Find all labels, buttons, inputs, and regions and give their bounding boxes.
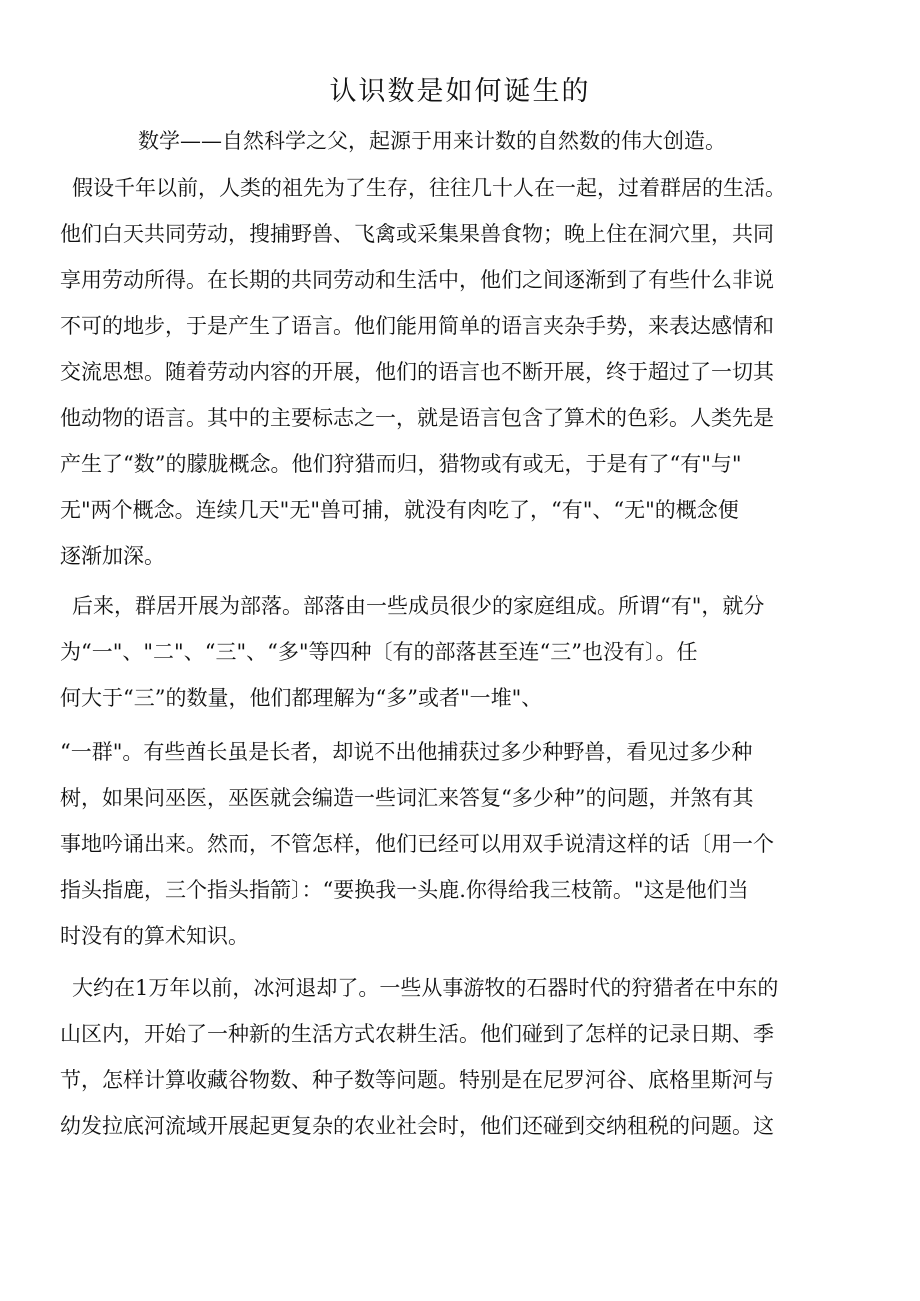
- text-line: 不可的地步，于是产生了语言。他们能用简单的语言夹杂手势，来表达感情和: [60, 314, 774, 338]
- text-line: 节，怎样计算收藏谷物数、种子数等问题。特别是在尼罗河谷、底格里斯河与: [60, 1068, 774, 1092]
- text-line: 逐渐加深。: [60, 544, 165, 568]
- text-line: 他们白天共同劳动，搜捕野兽、飞禽或采集果兽食物；晚上住在洞穴里，共同: [60, 222, 774, 246]
- text-line: 产生了“数”的朦胧概念。他们狩猎而归，猎物或有或无，于是有了“有"与": [60, 452, 742, 476]
- text-line: 享用劳动所得。在长期的共同劳动和生活中，他们之间逐渐到了有些什么非说: [60, 268, 774, 292]
- text-line: 无"两个概念。连续几天"无"兽可捕，就没有肉吃了，“有"、“无"的概念便: [60, 498, 739, 522]
- text-line: 何大于“三”的数量，他们都理解为“多”或者"一堆"、: [60, 686, 543, 710]
- page-title: 认识数是如何诞生的: [329, 76, 591, 107]
- text-line: 大约在1万年以前，冰河退却了。一些从事游牧的石器时代的狩猎者在中东的: [72, 976, 779, 1000]
- text-line: 他动物的语言。其中的主要标志之一，就是语言包含了算术的色彩。人类先是: [60, 406, 774, 430]
- subtitle: 数学——自然科学之父，起源于用来计数的自然数的伟大创造。: [138, 129, 726, 153]
- text-line: 指头指鹿，三个指头指箭〕：“要换我一头鹿.你得给我三枝箭。"这是他们当: [60, 878, 749, 902]
- text-line: 后来，群居开展为部落。部落由一些成员很少的家庭组成。所谓“有"，就分: [72, 594, 765, 618]
- text-line: 山区内，开始了一种新的生活方式农耕生活。他们碰到了怎样的记录日期、季: [60, 1022, 774, 1046]
- text-line: 交流思想。随着劳动内容的开展，他们的语言也不断开展，终于超过了一切其: [60, 360, 774, 384]
- text-line: 幼发拉底河流域开展起更复杂的农业社会时，他们还碰到交纳租税的问题。这: [60, 1114, 774, 1138]
- text-line: 时没有的算术知识。: [60, 924, 249, 948]
- text-line: “一群"。有些酋长虽是长者，却说不出他捕获过多少种野兽，看见过多少种: [60, 740, 753, 764]
- text-line: 树，如果问巫医，巫医就会编造一些词汇来答复“多少种”的问题，并煞有其: [60, 786, 754, 810]
- text-line: 为“一"、"二"、“三"、“多"等四种〔有的部落甚至连“三”也没有〕。任: [60, 640, 698, 664]
- text-line: 事地吟诵出来。然而，不管怎样，他们已经可以用双手说清这样的话〔用一个: [60, 832, 774, 856]
- text-line: 假设千年以前，人类的祖先为了生存，往往几十人在一起，过着群居的生活。: [72, 176, 786, 200]
